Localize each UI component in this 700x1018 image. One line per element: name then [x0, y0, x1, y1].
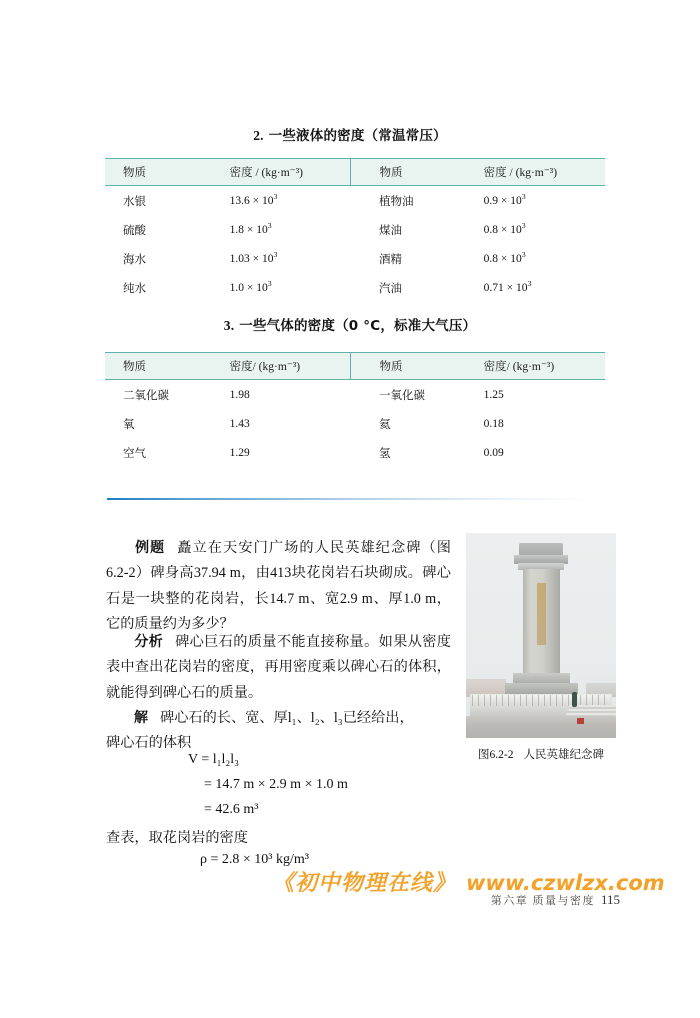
col-header-substance-left: 物质 — [105, 159, 218, 186]
cell-density-right: 0.09 — [483, 446, 504, 459]
exponent: 3 — [521, 220, 526, 230]
monument-inscription — [537, 583, 546, 645]
value-text: 1.8 × 10 — [229, 223, 268, 236]
cell-density-left — [218, 273, 351, 302]
figure-block — [466, 533, 616, 762]
cell-substance-left: 纯水 — [123, 282, 146, 295]
gas-table-body — [105, 380, 605, 468]
section-heading-liquid: 一些液体的密度（常温常压） — [268, 128, 447, 144]
page-footer — [440, 892, 620, 908]
cell-density-right — [474, 215, 605, 244]
table-row — [105, 273, 605, 302]
monument-photo — [466, 533, 616, 738]
liquid-table-head — [105, 159, 605, 186]
section-divider-rule — [107, 498, 591, 500]
value-text: 1.03 × 10 — [229, 252, 274, 265]
cell-substance-right: 氦 — [378, 418, 391, 431]
cell-substance-left: 海水 — [123, 253, 146, 266]
value-text: 0.8 × 10 — [483, 223, 522, 236]
formula-volume-result: = 42.6 m³ — [204, 802, 259, 817]
value-text: 0.9 × 10 — [483, 194, 522, 207]
exponent: 3 — [521, 191, 526, 201]
exponent: 3 — [267, 278, 272, 288]
formula-volume-symbolic: V = l₁l₂l₃ — [188, 752, 240, 767]
table-row — [105, 186, 605, 216]
col-header-substance-left: 物质 — [105, 353, 218, 380]
cell-density-left — [218, 215, 351, 244]
exponent: 3 — [273, 249, 278, 259]
table-header-row — [105, 353, 605, 380]
value-text: 0.8 × 10 — [483, 252, 522, 265]
gas-density-table — [105, 352, 605, 467]
col-header-density-left: 密度/ (kg·m⁻³) — [218, 353, 351, 380]
footer-page-number: 115 — [600, 892, 620, 907]
col-header-density-right: 密度 / (kg·m⁻³) — [474, 159, 605, 186]
cell-substance-left: 空气 — [123, 447, 146, 460]
value-text: 1.0 × 10 — [229, 281, 268, 294]
cell-substance-right: 一氧化碳 — [378, 389, 425, 402]
value-text: 13.6 × 10 — [229, 194, 274, 207]
label-solution: 解 — [134, 710, 148, 726]
exponent: 3 — [267, 220, 272, 230]
paragraph-example — [106, 536, 451, 638]
col-header-density-right: 密度/ (kg·m⁻³) — [474, 353, 605, 380]
table-row — [105, 244, 605, 273]
cell-density-left: 1.29 — [229, 446, 250, 459]
cell-density-left: 1.43 — [229, 417, 250, 430]
cell-substance-right: 植物油 — [378, 195, 414, 208]
table-row — [105, 409, 605, 438]
text-lookup: 查表，取花岗岩的密度 — [106, 830, 248, 846]
value-text: 0.71 × 10 — [483, 281, 528, 294]
label-example: 例题 — [134, 540, 166, 556]
person-silhouette — [572, 692, 577, 707]
table-row — [105, 438, 605, 467]
table-header-row — [105, 159, 605, 186]
text-analysis: 碑心巨石的质量不能直接称量。如果从密度表中查出花岗岩的密度，再用密度乘以碑心石的体积，就能得到碑心石的质量。 — [106, 634, 451, 701]
section-number-gas: 3. — [223, 318, 235, 333]
cell-substance-left: 二氧化碳 — [123, 389, 169, 402]
footer-chapter: 第六章 质量与密度 — [490, 895, 595, 907]
gas-table-head — [105, 353, 605, 380]
cell-density-right — [474, 244, 605, 273]
watermark-chinese: 《初中物理在线》 — [272, 871, 457, 896]
col-header-substance-right: 物质 — [351, 159, 474, 186]
text-example: 矗立在天安门广场的人民英雄纪念碑（图6.2-2）碑身高37.94 m，由413块花岗岩石块砌成。碑心石是一块整的花岗岩，长14.7 m、宽2.9 m、厚1.0 m，它的质量约为多少？ — [106, 540, 451, 633]
figure-caption — [466, 746, 616, 762]
liquid-table-body — [105, 186, 605, 303]
table-row — [105, 380, 605, 410]
cell-substance-right: 煤油 — [378, 224, 402, 237]
cell-substance-right: 酒精 — [378, 253, 402, 266]
figure-caption-number: 图6.2-2 — [478, 749, 514, 761]
cell-substance-left: 水银 — [123, 195, 146, 208]
paragraph-lookup — [106, 826, 451, 851]
formula-volume-substituted: = 14.7 m × 2.9 m × 1.0 m — [204, 777, 348, 792]
cell-density-right: 1.25 — [483, 388, 504, 401]
table-row — [105, 215, 605, 244]
label-analysis: 分析 — [134, 634, 164, 650]
section-title-gas — [0, 314, 700, 334]
square-ground — [466, 716, 616, 738]
section-number-liquid: 2. — [253, 128, 264, 143]
cell-substance-right: 汽油 — [378, 282, 402, 295]
cell-density-left — [218, 244, 351, 273]
text-solution-line2: 碑心石的体积 — [106, 735, 192, 752]
section-heading-gas: 一些气体的密度（0 °C，标准大气压） — [239, 318, 477, 334]
text-solution-line1: 碑心石的长、宽、厚l₁、l₂、l₃已经给出， — [160, 710, 414, 726]
red-object — [577, 718, 584, 724]
formula-density-granite: ρ = 2.8 × 10³ kg/m³ — [200, 852, 309, 867]
exponent: 3 — [527, 278, 532, 288]
liquid-density-table — [105, 158, 605, 302]
col-header-density-left: 密度 / (kg·m⁻³) — [218, 159, 351, 186]
col-header-substance-right: 物质 — [351, 353, 474, 380]
exponent: 3 — [521, 249, 526, 259]
cell-density-right — [474, 273, 605, 302]
paragraph-solution — [106, 706, 451, 757]
cell-density-left: 1.98 — [229, 388, 250, 401]
cell-density-right — [474, 186, 605, 216]
watermark-url: www.czwlzx.com — [466, 871, 665, 895]
section-title-liquid — [0, 124, 700, 144]
cell-substance-right: 氢 — [378, 447, 391, 460]
cell-substance-left: 硫酸 — [123, 224, 146, 237]
paragraph-analysis — [106, 630, 451, 706]
cell-substance-left: 氧 — [123, 418, 135, 431]
exponent: 3 — [273, 191, 278, 201]
cell-density-left — [218, 186, 351, 216]
cell-density-right: 0.18 — [483, 417, 504, 430]
figure-caption-text: 人民英雄纪念碑 — [523, 749, 604, 761]
